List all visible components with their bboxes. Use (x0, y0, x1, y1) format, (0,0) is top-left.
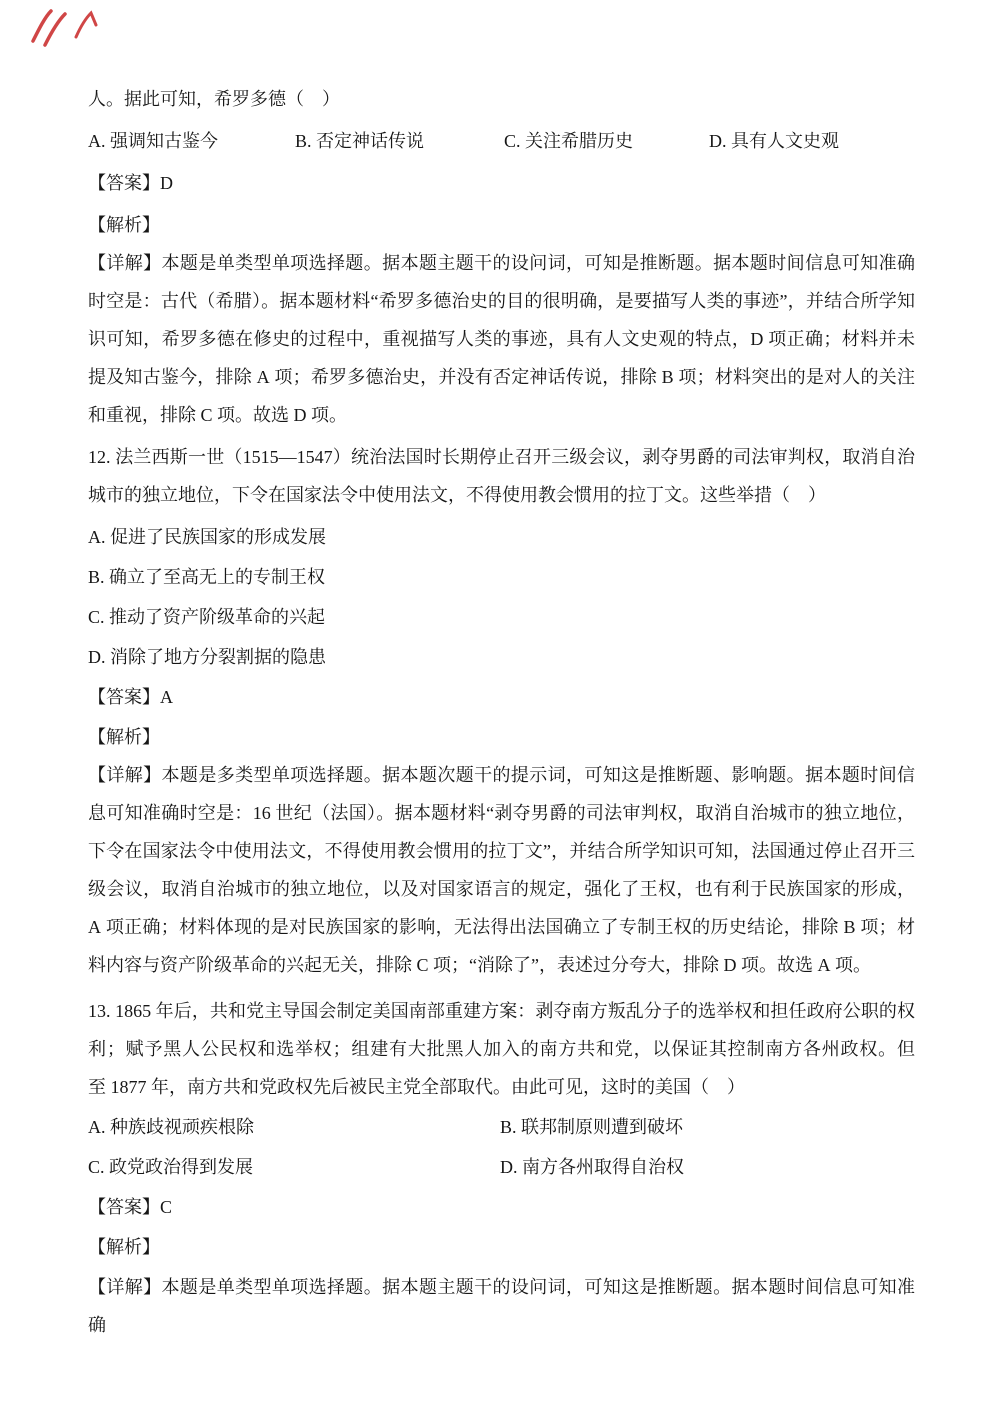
question-13-analysis-label: 【解析】 (88, 1237, 160, 1257)
question-13-stem: 13. 1865 年后，共和党主导国会制定美国南部重建方案：剥夺南方叛乱分子的选举权和担任政府公职的权利；赋予黑人公民权和选举权；组建有大批黑人加入的南方共和党，以保证其控制南方各州政权。但至 1877 年，南方共和党政权先后被民主党全部取代。由此可见，这时的美国（ ） (88, 1001, 915, 1097)
question-12-option-c: C. 推动了资产阶级革命的兴起 (88, 607, 326, 627)
question-11-option-c: C. 关注希腊历史 (504, 131, 634, 151)
question-12-option-a: A. 促进了民族国家的形成发展 (88, 527, 326, 547)
question-12-option-d: D. 消除了地方分裂割据的隐患 (88, 647, 326, 667)
red-pen-stroke (45, 14, 65, 45)
question-12-detail-paragraph: 【详解】本题是多类型单项选择题。据本题次题干的提示词，可知这是推断题、影响题。据本题时间信息可知准确时空是：16 世纪（法国）。据本题材料“剥夺男爵的司法审判权，取消自治城市的独立地位，下令在国家法令中使用法文，不得使用教会惯用的拉丁文”，并结合所学知识可知，法国通过停止召开三级会议，取消自治城市的独立地位，以及对国家语言的规定，强化了王权，也有利于民族国家的形成，A 项正确；材料体现的是对民族国家的影响，无法得出法国确立了专制王权的历史结论，排除 B 项；材料内容与资产阶级革命的兴起无关，排除 C 项；“消除了”，表述过分夸大，排除 D 项。故选 A 项。 (88, 765, 915, 975)
question-12-block (88, 438, 915, 984)
question-13-block (88, 992, 915, 1344)
question-11-answer-line: 【答案】D (88, 173, 173, 193)
question-11-option-a: A. 强调知古鉴今 (88, 131, 218, 151)
question-12-answer-line: 【答案】A (88, 687, 173, 707)
question-11-options-row (88, 122, 915, 160)
question-12-stem: 12. 法兰西斯一世（1515—1547）统治法国时长期停止召开三级会议，剥夺男爵的司法审判权，取消自治城市的独立地位，下令在国家法令中使用法文，不得使用教会惯用的拉丁文。这些举措（ ） (88, 447, 915, 505)
question-12-option-b: B. 确立了至高无上的专制王权 (88, 567, 326, 587)
question-13-options-row-cd (88, 1148, 915, 1186)
question-13-answer-line: 【答案】C (88, 1197, 173, 1217)
question-12-analysis-label: 【解析】 (88, 727, 160, 747)
question-13-options-row-ab (88, 1108, 915, 1146)
question-11-block (88, 80, 915, 434)
question-13-option-c: C. 政党政治得到发展 (88, 1157, 254, 1177)
document-content (88, 80, 915, 1344)
question-13-option-b: B. 联邦制原则遭到破坏 (500, 1117, 684, 1137)
question-11-detail-paragraph: 【详解】本题是单类型单项选择题。据本题主题干的设问词，可知是推断题。据本题时间信息可知准确时空是：古代（希腊）。据本题材料“希罗多德治史的目的很明确，是要描写人类的事迹”，并结合所学知识可知，希罗多德在修史的过程中，重视描写人类的事迹，具有人文史观的特点，D 项正确；材料并未提及知古鉴今，排除 A 项；希罗多德治史，并没有否定神话传说，排除 B 项；材料突出的是对人的关注和重视，排除 C 项。故选 D 项。 (88, 253, 915, 425)
question-11-analysis-label: 【解析】 (88, 215, 160, 235)
red-pen-stroke (76, 13, 96, 37)
question-11-option-d: D. 具有人文史观 (709, 131, 839, 151)
question-13-detail-paragraph: 【详解】本题是单类型单项选择题。据本题主题干的设问词，可知这是推断题。据本题时间信息可知准确 (88, 1277, 915, 1335)
question-13-option-d: D. 南方各州取得自治权 (500, 1157, 684, 1177)
question-11-stem-tail: 人。据此可知，希罗多德（ ） (88, 89, 340, 109)
question-13-option-a: A. 种族歧视顽疾根除 (88, 1117, 254, 1137)
question-11-option-b: B. 否定神话传说 (295, 131, 425, 151)
red-pen-mark (26, 5, 104, 51)
